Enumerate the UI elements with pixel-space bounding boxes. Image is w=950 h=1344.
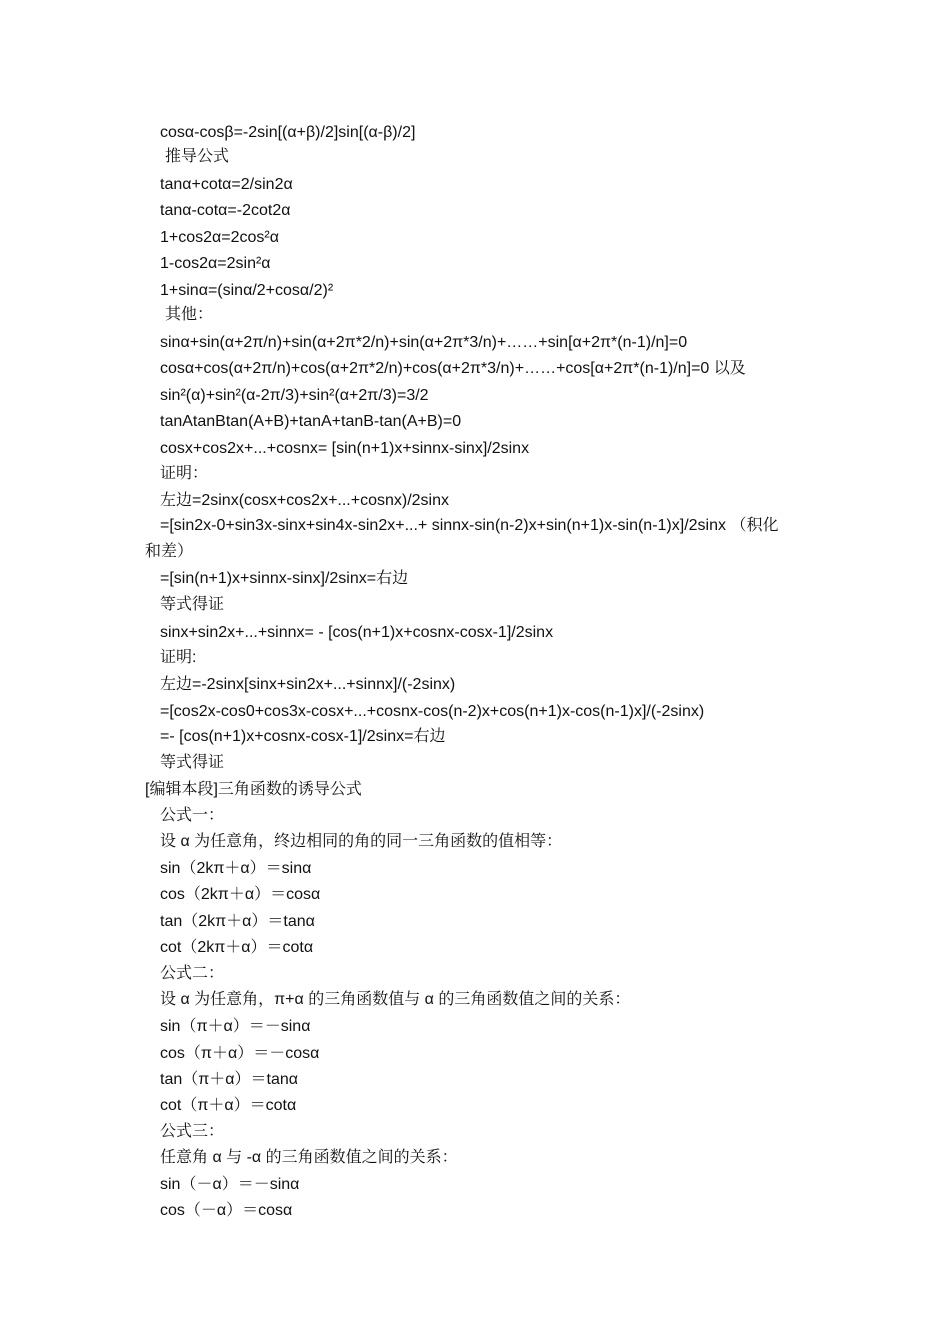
formula-line: tanα-cotα=-2cot2α [160, 202, 291, 219]
formula-line: cot（2kπ＋α）＝cotα [160, 939, 314, 956]
formula-line: sin（π＋α）＝－sinα [160, 1018, 311, 1035]
proof-conclusion: 等式得证 [160, 754, 225, 771]
formula-line: cosα+cos(α+2π/n)+cos(α+2π*2/n)+cos(α+2π*3/n)+……+cos[α+2π*(n-1)/n]=0 以及 [160, 360, 746, 377]
subheading: 公式二： [160, 965, 225, 982]
formula-line: cot（π＋α）＝cotα [160, 1097, 297, 1114]
formula-line: cos（2kπ＋α）＝cosα [160, 886, 321, 903]
formula-line: 1-cos2α=2sin²α [160, 255, 271, 272]
formula-line: cosx+cos2x+...+cosnx= [sin(n+1)x+sinnx-sinx]/2sinx [160, 440, 530, 457]
proof-line: =[sin2x-0+sin3x-sinx+sin4x-sin2x+...+ sinnx-sin(n-2)x+sin(n+1)x-sin(n-1)x]/2sinx （积化 [160, 517, 779, 534]
proof-line: =[cos2x-cos0+cos3x-cosx+...+cosnx-cos(n-2)x+cos(n+1)x-cos(n-1)x]/(-2sinx) [160, 703, 705, 720]
formula-line: tanα+cotα=2/sin2α [160, 176, 293, 193]
proof-line: 左边=-2sinx[sinx+sin2x+...+sinnx]/(-2sinx) [160, 676, 456, 693]
formula-line: tanAtanBtan(A+B)+tanA+tanB-tan(A+B)=0 [160, 413, 462, 430]
formula-line: cosα-cosβ=-2sin[(α+β)/2]sin[(α-β)/2] [160, 124, 416, 141]
description-line: 任意角 α 与 -α 的三角函数值之间的关系： [160, 1149, 458, 1166]
formula-line: sinx+sin2x+...+sinnx= - [cos(n+1)x+cosnx-cosx-1]/2sinx [160, 624, 554, 641]
formula-line: cos（π＋α）＝－cosα [160, 1045, 320, 1062]
description-line: 设 α 为任意角，π+α 的三角函数值与 α 的三角函数值之间的关系： [160, 991, 631, 1008]
description-line: 设 α 为任意角，终边相同的角的同一三角函数的值相等： [160, 833, 563, 850]
proof-conclusion: 等式得证 [160, 596, 225, 613]
formula-line: tan（2kπ＋α）＝tanα [160, 913, 315, 930]
formula-line: 1+sinα=(sinα/2+cosα/2)² [160, 282, 334, 299]
proof-label: 证明: [160, 649, 197, 666]
subheading: 公式三： [160, 1123, 225, 1140]
proof-label: 证明： [160, 465, 209, 482]
subheading: 推导公式 [165, 148, 230, 165]
formula-line: sinα+sin(α+2π/n)+sin(α+2π*2/n)+sin(α+2π*3/n)+……+sin[α+2π*(n-1)/n]=0 [160, 334, 688, 351]
proof-line: =- [cos(n+1)x+cosnx-cosx-1]/2sinx=右边 [160, 728, 446, 745]
formula-line: sin（2kπ＋α）＝sinα [160, 860, 312, 877]
section-heading: [编辑本段]三角函数的诱导公式 [145, 781, 362, 798]
formula-line: tan（π＋α）＝tanα [160, 1071, 299, 1088]
formula-line: 1+cos2α=2cos²α [160, 229, 280, 246]
formula-line: cos（－α）＝cosα [160, 1202, 293, 1219]
proof-line-wrap: 和差） [145, 543, 194, 560]
subheading: 公式一： [160, 807, 225, 824]
proof-line: 左边=2sinx(cosx+cos2x+...+cosnx)/2sinx [160, 492, 450, 509]
formula-line: sin²(α)+sin²(α-2π/3)+sin²(α+2π/3)=3/2 [160, 387, 429, 404]
proof-line: =[sin(n+1)x+sinnx-sinx]/2sinx=右边 [160, 570, 409, 587]
formula-line: sin（－α）＝－sinα [160, 1176, 300, 1193]
subheading: 其他： [165, 306, 214, 323]
